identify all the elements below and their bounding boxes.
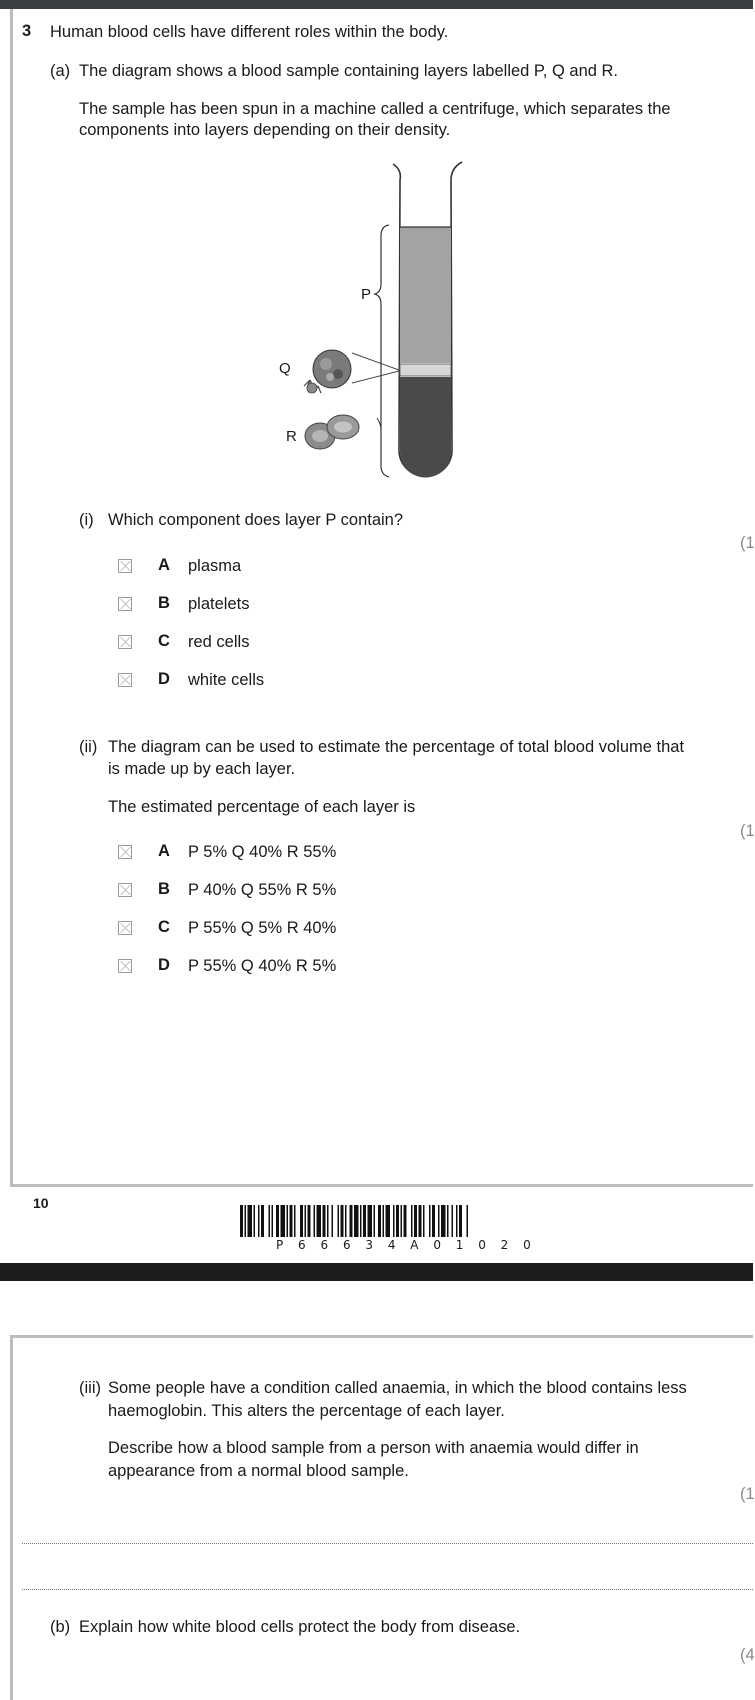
part-b-text: Explain how white blood cells protect the body from disease. bbox=[79, 1618, 521, 1636]
label-p: P bbox=[361, 286, 372, 303]
option-d-letter: D bbox=[158, 670, 170, 688]
sub-iii-marks: (1 bbox=[740, 1485, 755, 1503]
sub-i-marks: (1 bbox=[740, 534, 755, 552]
part-a-desc-line2: components into layers depending on their density. bbox=[79, 121, 451, 139]
sub-ii-marks: (1 bbox=[740, 822, 755, 840]
option-d-checkbox[interactable] bbox=[118, 673, 132, 687]
option-a-text: plasma bbox=[188, 557, 242, 575]
layer-q bbox=[400, 364, 451, 376]
option-a-checkbox[interactable] bbox=[118, 559, 132, 573]
sub-ii-line1: The diagram can be used to estimate the percentage of total blood volume that bbox=[108, 738, 685, 756]
label-q: Q bbox=[279, 360, 291, 377]
option-a-letter: A bbox=[158, 556, 170, 574]
option-c-checkbox[interactable] bbox=[118, 635, 132, 649]
part-a-label: (a) bbox=[50, 62, 71, 80]
option-b-text: P 40% Q 55% R 5% bbox=[188, 881, 337, 899]
part-a-desc-line1: The sample has been spun in a machine called a centrifuge, which separates the bbox=[79, 100, 671, 118]
option-b-checkbox[interactable] bbox=[118, 597, 132, 611]
layer-p bbox=[400, 227, 451, 363]
sub-ii-line2: is made up by each layer. bbox=[108, 760, 296, 778]
option-a-checkbox[interactable] bbox=[118, 845, 132, 859]
sub-ii-label: (ii) bbox=[79, 738, 98, 756]
part-b-label: (b) bbox=[50, 1618, 71, 1636]
question-number: 3 bbox=[22, 22, 32, 40]
bracket-p bbox=[375, 225, 389, 477]
white-cell-icon bbox=[304, 350, 351, 393]
answer-line-2[interactable] bbox=[22, 1589, 753, 1590]
page-separator bbox=[0, 1263, 753, 1281]
sub-i-label: (i) bbox=[79, 511, 94, 529]
option-b-letter: B bbox=[158, 594, 170, 612]
option-c-text: red cells bbox=[188, 633, 250, 651]
option-a-letter: A bbox=[158, 842, 170, 860]
sub-iii-label: (iii) bbox=[79, 1379, 101, 1397]
barcode-text: P 6 6 6 3 4 A 0 1 0 2 0 bbox=[276, 1238, 531, 1252]
part-b-marks: (4 bbox=[740, 1646, 755, 1664]
option-c-checkbox[interactable] bbox=[118, 921, 132, 935]
centrifuge-diagram bbox=[0, 0, 753, 500]
option-b-checkbox[interactable] bbox=[118, 883, 132, 897]
sub-i-text: Which component does layer P contain? bbox=[108, 511, 404, 529]
option-d-checkbox[interactable] bbox=[118, 959, 132, 973]
answer-line-1[interactable] bbox=[22, 1543, 753, 1544]
option-b-text: platelets bbox=[188, 595, 250, 613]
option-d-text: white cells bbox=[188, 671, 265, 689]
sub-iii-line4: appearance from a normal blood sample. bbox=[108, 1462, 409, 1480]
page-number: 10 bbox=[33, 1195, 49, 1211]
red-cell-icon bbox=[305, 415, 359, 449]
sub-iii-line1: Some people have a condition called anaemia, in which the blood contains less bbox=[108, 1379, 687, 1397]
option-d-text: P 55% Q 40% R 5% bbox=[188, 957, 337, 975]
sub-ii-prompt: The estimated percentage of each layer is bbox=[108, 798, 416, 816]
option-d-letter: D bbox=[158, 956, 170, 974]
barcode bbox=[240, 1205, 612, 1237]
sub-iii-line3: Describe how a blood sample from a person with anaemia would differ in bbox=[108, 1439, 639, 1457]
option-b-letter: B bbox=[158, 880, 170, 898]
option-c-text: P 55% Q 5% R 40% bbox=[188, 919, 337, 937]
option-c-letter: C bbox=[158, 918, 170, 936]
sub-iii-line2: haemoglobin. This alters the percentage of each layer. bbox=[108, 1402, 505, 1420]
label-r: R bbox=[286, 428, 297, 445]
option-c-letter: C bbox=[158, 632, 170, 650]
question-stem: Human blood cells have different roles within the body. bbox=[50, 23, 449, 41]
option-a-text: P 5% Q 40% R 55% bbox=[188, 843, 337, 861]
part-a-text: The diagram shows a blood sample containing layers labelled P, Q and R. bbox=[79, 62, 619, 80]
layer-r bbox=[400, 377, 451, 478]
